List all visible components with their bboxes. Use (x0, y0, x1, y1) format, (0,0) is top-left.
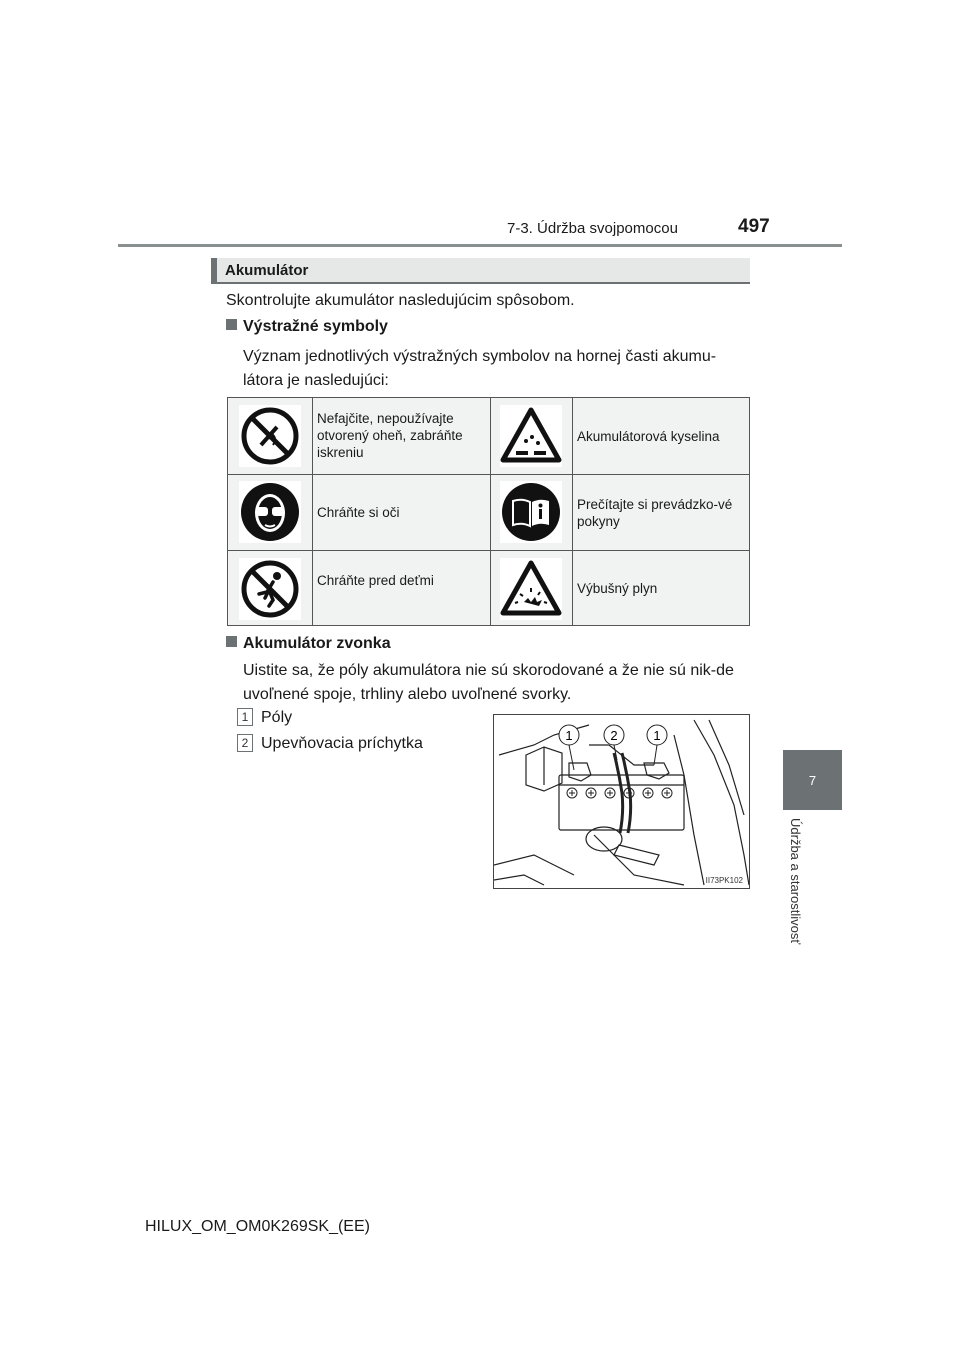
header-rule (118, 244, 842, 247)
symbol-label: Akumulátorová kyselina (577, 429, 720, 444)
legend-item (237, 708, 292, 727)
exterior-text: Uistite sa, že póly akumulátora nie sú skorodované a že nie sú nik-de uvoľnené spoje, trhliny alebo uvoľnené svorky. (243, 662, 734, 703)
warning-symbols-heading: Výstražné symboly (226, 318, 388, 336)
exterior-heading: Akumulátor zvonka (226, 635, 391, 653)
section-title: Akumulátor (225, 262, 309, 279)
warning-symbols-table (227, 397, 750, 626)
callout-number: 2 (610, 728, 618, 743)
page-number: 497 (738, 216, 770, 237)
chapter-title-vertical (788, 818, 808, 968)
table-divider (490, 398, 491, 625)
callout-number: 1 (653, 728, 661, 743)
callout-number: 1 (565, 728, 573, 743)
section-title-bar (211, 258, 750, 284)
chapter-tab (783, 750, 842, 810)
intro-text: Skontrolujte akumulátor nasledujúcim spôsobom. (226, 292, 575, 309)
illustration-code: II73PK102 (705, 876, 743, 885)
explosive-gas-icon (500, 558, 562, 620)
bullet-square-icon (226, 319, 237, 330)
document-footer: HILUX_OM_OM0K269SK_(EE) (145, 1218, 370, 1235)
warning-symbols-text: Význam jednotlivých výstražných symbolov na hornej časti akumu-látora je nasledujúci: (243, 348, 717, 389)
table-divider (228, 550, 749, 551)
symbol-label: Chráňte pred deťmi (317, 573, 434, 588)
symbol-label: Výbušný plyn (577, 581, 658, 596)
callout-number: 1 (237, 708, 253, 726)
legend-label: Póly (261, 709, 293, 726)
no-smoking-icon (239, 405, 301, 467)
battery-illustration (493, 714, 750, 889)
chapter-number: 7 (808, 772, 817, 788)
chapter-title: Údržba a starostlivosť (788, 818, 803, 945)
table-divider (228, 474, 749, 475)
symbol-label: Nefajčite, nepoužívajte otvorený oheň, zabráňte iskreniu (317, 411, 463, 460)
symbol-label: Prečítajte si prevádzko-vé pokyny (577, 497, 733, 529)
table-divider (312, 398, 313, 625)
legend-item (237, 734, 423, 753)
callout-number: 2 (237, 734, 253, 752)
eye-protection-icon (239, 481, 301, 543)
symbol-label: Chráňte si oči (317, 505, 400, 520)
table-divider (572, 398, 573, 625)
bullet-square-icon (226, 636, 237, 647)
read-manual-icon (500, 481, 562, 543)
battery-acid-icon (500, 405, 562, 467)
section-reference: 7-3. Údržba svojpomocou (507, 220, 678, 237)
keep-children-away-icon (239, 558, 301, 620)
legend-label: Upevňovacia príchytka (261, 735, 423, 752)
